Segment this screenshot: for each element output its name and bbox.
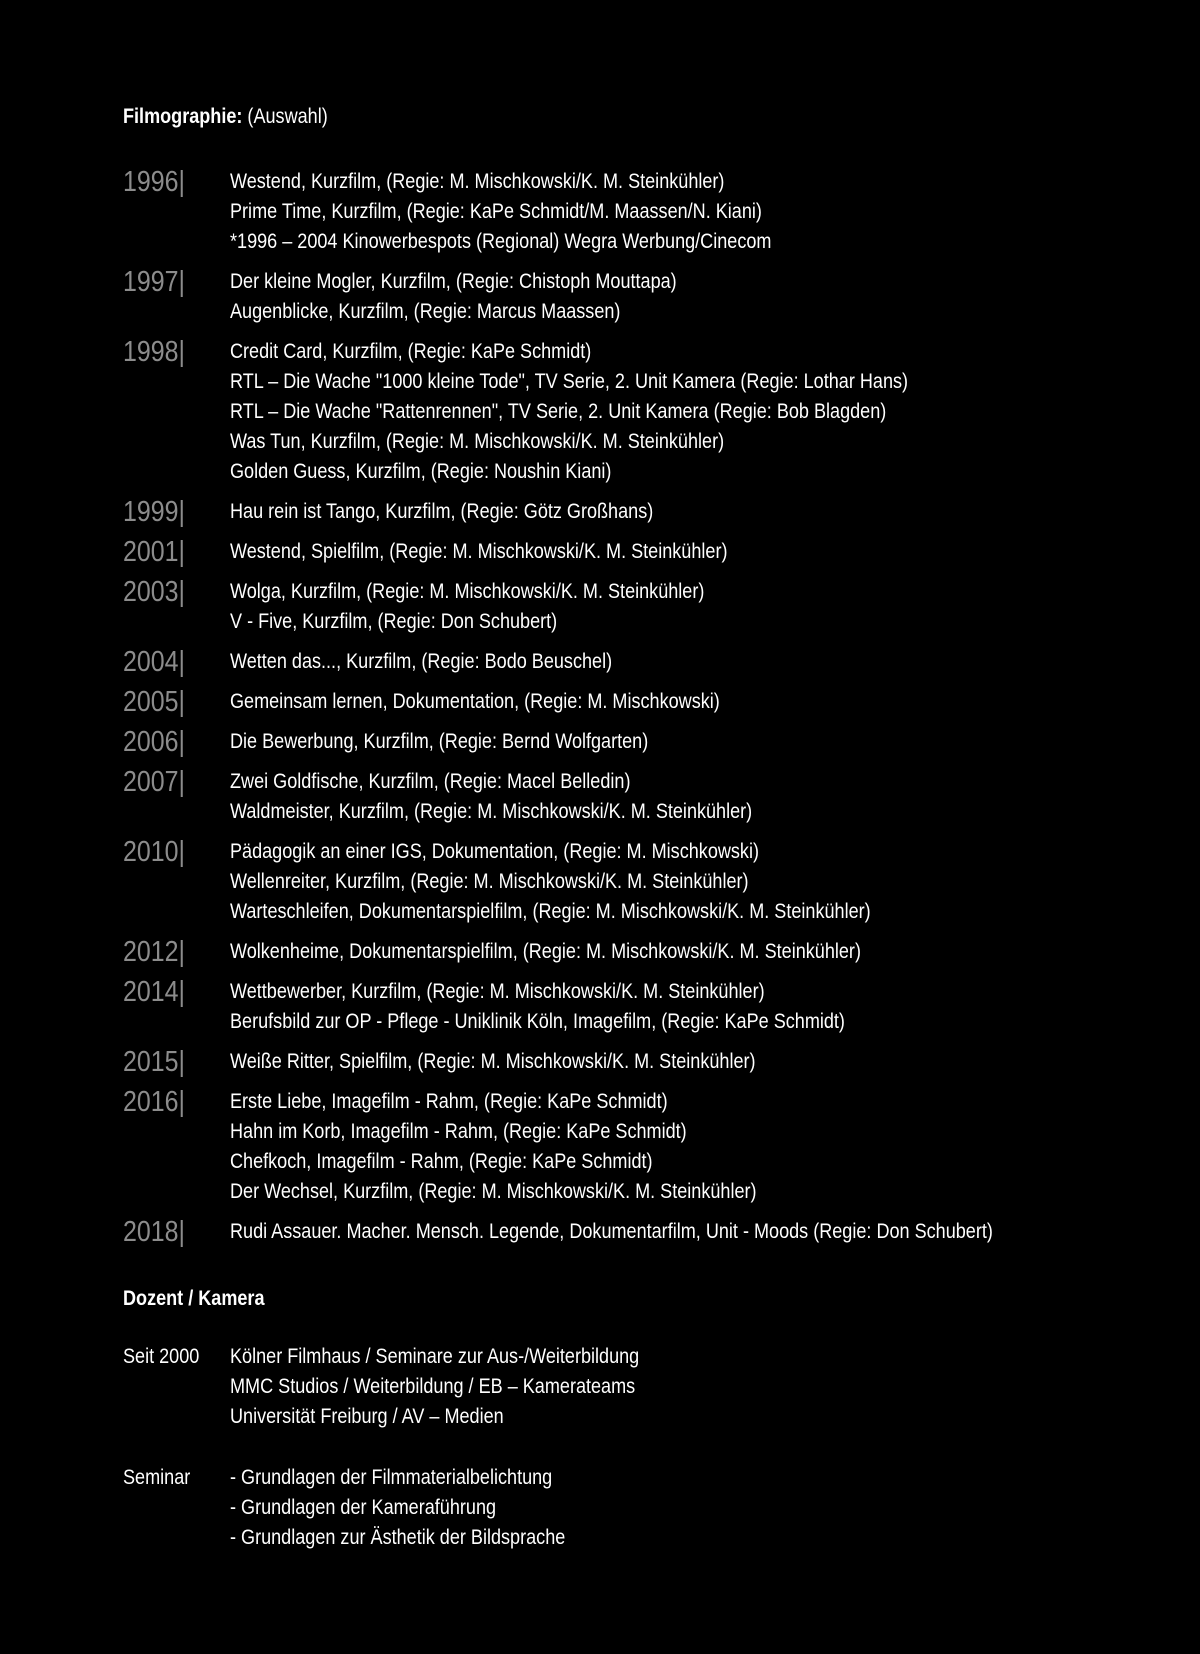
year-entries [230, 337, 1018, 487]
dozent-seminar-label: Seminar [123, 1466, 191, 1489]
film-entry: RTL – Die Wache "Rattenrennen", TV Serie, 2. Unit Kamera (Regie: Bob Blagden) [230, 400, 887, 423]
dozent-line: MMC Studios / Weiterbildung / EB – Kamerateams [230, 1375, 636, 1398]
film-entry: Hau rein ist Tango, Kurzfilm, (Regie: Götz Großhans) [230, 500, 654, 523]
year-block [123, 537, 1183, 567]
year-block [123, 267, 1183, 327]
year-block [123, 337, 1183, 487]
dozent-seminar-block [123, 1463, 1183, 1553]
year-entries [230, 687, 800, 717]
film-entry: Zwei Goldfische, Kurzfilm, (Regie: Macel Belledin) [230, 770, 631, 793]
year-block [123, 497, 1183, 527]
film-entry: Was Tun, Kurzfilm, (Regie: M. Mischkowski/K. M. Steinkühler) [230, 430, 725, 453]
film-entry: Weiße Ritter, Spielfilm, (Regie: M. Mischkowski/K. M. Steinkühler) [230, 1050, 756, 1073]
dozent-seminar-lines [230, 1463, 620, 1553]
film-entry: Waldmeister, Kurzfilm, (Regie: M. Mischkowski/K. M. Steinkühler) [230, 800, 753, 823]
film-entry: Wetten das..., Kurzfilm, (Regie: Bodo Beuschel) [230, 650, 613, 673]
dozent-title: Dozent / Kamera [123, 1287, 265, 1310]
film-entry: Credit Card, Kurzfilm, (Regie: KaPe Schmidt) [230, 340, 592, 363]
year-block [123, 727, 1183, 757]
film-entry: Der Wechsel, Kurzfilm, (Regie: M. Mischkowski/K. M. Steinkühler) [230, 1180, 757, 1203]
year-entries [230, 537, 808, 567]
dozent-line: Universität Freiburg / AV – Medien [230, 1405, 504, 1428]
dozent-since-block [123, 1342, 1183, 1432]
film-entry: Gemeinsam lernen, Dokumentation, (Regie: M. Mischkowski) [230, 690, 720, 713]
film-entry: Wolkenheime, Dokumentarspielfilm, (Regie: M. Mischkowski/K. M. Steinkühler) [230, 940, 861, 963]
year-block [123, 977, 1183, 1037]
year-label: 1996| [123, 166, 185, 198]
film-entry: Hahn im Korb, Imagefilm - Rahm, (Regie: KaPe Schmidt) [230, 1120, 687, 1143]
dozent-since-label: Seit 2000 [123, 1345, 200, 1368]
year-label: 2004| [123, 646, 185, 678]
filmography-heading [123, 102, 328, 132]
year-label: 2018| [123, 1216, 185, 1248]
dozent-line: - Grundlagen zur Ästhetik der Bildsprache [230, 1526, 566, 1549]
film-entry: Chefkoch, Imagefilm - Rahm, (Regie: KaPe Schmidt) [230, 1150, 653, 1173]
year-entries [230, 1087, 842, 1207]
year-label: 2001| [123, 536, 185, 568]
year-block [123, 687, 1183, 717]
year-block [123, 1047, 1183, 1077]
year-block [123, 577, 1183, 637]
year-entries [230, 767, 837, 827]
film-entry: Wellenreiter, Kurzfilm, (Regie: M. Mischkowski/K. M. Steinkühler) [230, 870, 749, 893]
film-entry: Pädagogik an einer IGS, Dokumentation, (Regie: M. Mischkowski) [230, 840, 759, 863]
film-entry: V - Five, Kurzfilm, (Regie: Don Schubert) [230, 610, 558, 633]
year-label: 2014| [123, 976, 185, 1008]
year-label: 2012| [123, 936, 185, 968]
year-label: 2006| [123, 726, 185, 758]
film-entry: Wettbewerber, Kurzfilm, (Regie: M. Mischkowski/K. M. Steinkühler) [230, 980, 765, 1003]
film-entry: Erste Liebe, Imagefilm - Rahm, (Regie: KaPe Schmidt) [230, 1090, 668, 1113]
filmography-list [123, 167, 1183, 1247]
film-entry: Die Bewerbung, Kurzfilm, (Regie: Bernd Wolfgarten) [230, 730, 649, 753]
filmography-subtitle: (Auswahl) [247, 105, 328, 128]
year-entries [230, 1217, 1117, 1247]
film-entry: Warteschleifen, Dokumentarspielfilm, (Regie: M. Mischkowski/K. M. Steinkühler) [230, 900, 871, 923]
year-entries [230, 647, 674, 677]
year-entries [230, 837, 975, 927]
year-entries [230, 577, 782, 637]
year-block [123, 767, 1183, 827]
dozent-line: Kölner Filmhaus / Seminare zur Aus-/Weiterbildung [230, 1345, 640, 1368]
year-block [123, 837, 1183, 927]
film-entry: Westend, Spielfilm, (Regie: M. Mischkowski/K. M. Steinkühler) [230, 540, 728, 563]
film-entry: Golden Guess, Kurzfilm, (Regie: Noushin Kiani) [230, 460, 612, 483]
year-block [123, 1217, 1183, 1247]
year-entries [230, 497, 722, 527]
film-entry: RTL – Die Wache "1000 kleine Tode", TV Serie, 2. Unit Kamera (Regie: Lothar Hans) [230, 370, 909, 393]
year-label: 2016| [123, 1086, 185, 1118]
year-label: 2007| [123, 766, 185, 798]
year-block [123, 1087, 1183, 1207]
film-entry: Berufsbild zur OP - Pflege - Uniklinik Köln, Imagefilm, (Regie: KaPe Schmidt) [230, 1010, 845, 1033]
year-label: 1999| [123, 496, 185, 528]
film-entry: Wolga, Kurzfilm, (Regie: M. Mischkowski/K. M. Steinkühler) [230, 580, 705, 603]
year-entries [230, 1047, 841, 1077]
year-label: 2015| [123, 1046, 185, 1078]
year-label: 1997| [123, 266, 185, 298]
year-label: 1998| [123, 336, 185, 368]
year-entries [230, 977, 945, 1037]
year-label: 2010| [123, 836, 185, 868]
filmography-title: Filmographie: [123, 105, 243, 128]
film-entry: *1996 – 2004 Kinowerbespots (Regional) Wegra Werbung/Cinecom [230, 230, 772, 253]
year-block [123, 647, 1183, 677]
film-entry: Westend, Kurzfilm, (Regie: M. Mischkowski/K. M. Steinkühler) [230, 170, 725, 193]
year-entries [230, 937, 964, 967]
film-entry: Augenblicke, Kurzfilm, (Regie: Marcus Maassen) [230, 300, 621, 323]
dozent-line: - Grundlagen der Kameraführung [230, 1496, 497, 1519]
dozent-since-lines [230, 1342, 706, 1432]
film-entry: Der kleine Mogler, Kurzfilm, (Regie: Chistoph Mouttapa) [230, 270, 677, 293]
dozent-line: - Grundlagen der Filmmaterialbelichtung [230, 1466, 553, 1489]
film-entry: Prime Time, Kurzfilm, (Regie: KaPe Schmidt/M. Maassen/N. Kiani) [230, 200, 762, 223]
year-block [123, 937, 1183, 967]
year-label: 2005| [123, 686, 185, 718]
year-entries [230, 727, 716, 757]
year-label: 2003| [123, 576, 185, 608]
year-entries [230, 167, 860, 257]
year-block [123, 167, 1183, 257]
film-entry: Rudi Assauer. Macher. Mensch. Legende, Dokumentarfilm, Unit - Moods (Regie: Don Schubert) [230, 1220, 993, 1243]
year-entries [230, 267, 749, 327]
